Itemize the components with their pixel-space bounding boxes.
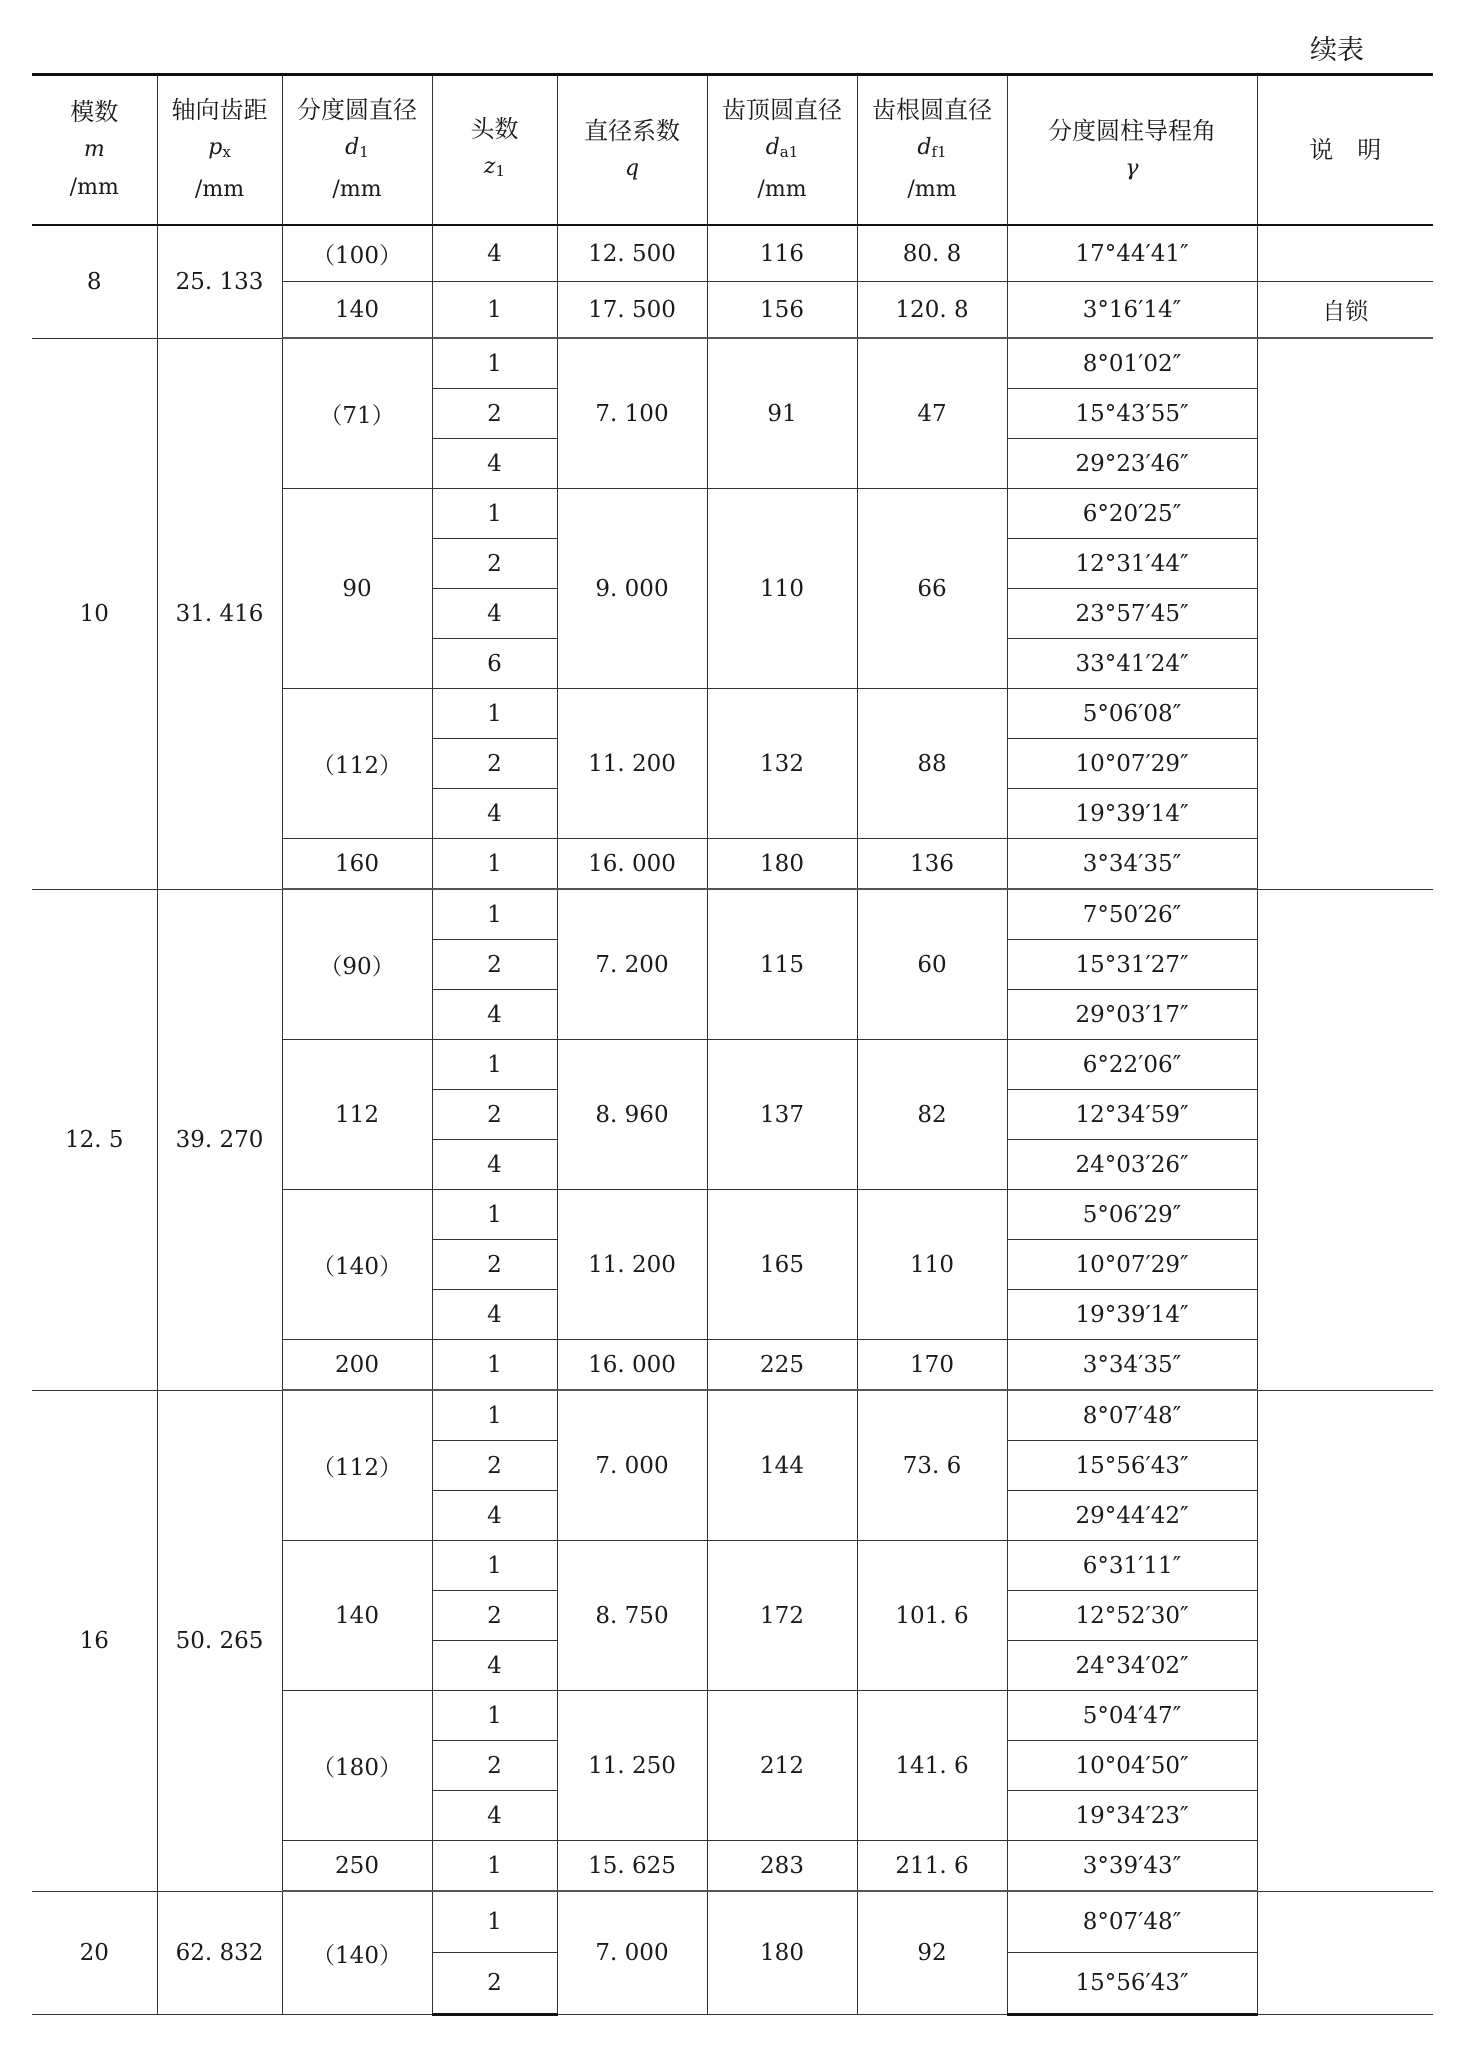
note-cell bbox=[1257, 225, 1433, 282]
note-cell bbox=[1257, 338, 1433, 889]
tip-diameter-cell: 110 bbox=[707, 489, 857, 689]
lead-angle-cell: 17°44′41″ bbox=[1007, 225, 1257, 282]
lead-angle-cell: 10°04′50″ bbox=[1007, 1741, 1257, 1791]
pitch-diameter-cell: 140 bbox=[282, 282, 432, 339]
lead-angle-cell: 12°34′59″ bbox=[1007, 1090, 1257, 1140]
starts-cell: 1 bbox=[432, 1040, 557, 1090]
lead-angle-cell: 15°31′27″ bbox=[1007, 940, 1257, 990]
pitch-diameter-cell: （100） bbox=[282, 225, 432, 282]
symbol-subscript: a1 bbox=[779, 143, 799, 161]
starts-cell: 1 bbox=[432, 839, 557, 890]
header-label: 直径系数 bbox=[584, 117, 680, 145]
table-caption: 续表 bbox=[1310, 35, 1364, 66]
root-diameter-cell: 88 bbox=[857, 689, 1007, 839]
starts-cell: 1 bbox=[432, 1190, 557, 1240]
tip-diameter-cell: 180 bbox=[707, 1891, 857, 2015]
diameter-factor-cell: 17. 500 bbox=[557, 282, 707, 339]
header-label: 齿根圆直径 bbox=[872, 96, 992, 124]
lead-angle-cell: 15°56′43″ bbox=[1007, 1441, 1257, 1491]
starts-cell: 2 bbox=[432, 1240, 557, 1290]
note-cell: 自锁 bbox=[1257, 282, 1433, 339]
header-symbol bbox=[433, 148, 557, 190]
tip-diameter-cell: 144 bbox=[707, 1390, 857, 1541]
diameter-factor-cell: 7. 100 bbox=[557, 338, 707, 489]
pitch-diameter-cell: （140） bbox=[282, 1190, 432, 1340]
starts-cell: 6 bbox=[432, 639, 557, 689]
root-diameter-cell: 136 bbox=[857, 839, 1007, 890]
root-diameter-cell: 47 bbox=[857, 338, 1007, 489]
root-diameter-cell: 110 bbox=[857, 1190, 1007, 1340]
diameter-factor-cell: 15. 625 bbox=[557, 1841, 707, 1892]
pitch-diameter-cell: （140） bbox=[282, 1891, 432, 2015]
pitch-diameter-cell: 112 bbox=[282, 1040, 432, 1190]
symbol-subscript: 1 bbox=[495, 162, 506, 180]
table-row bbox=[32, 225, 1433, 282]
pitch-diameter-cell: 160 bbox=[282, 839, 432, 890]
diameter-factor-cell: 11. 250 bbox=[557, 1691, 707, 1841]
lead-angle-cell: 7°50′26″ bbox=[1007, 889, 1257, 940]
diameter-factor-cell: 8. 750 bbox=[557, 1541, 707, 1691]
starts-cell: 1 bbox=[432, 1541, 557, 1591]
root-diameter-cell: 92 bbox=[857, 1891, 1007, 2015]
tip-diameter-cell: 137 bbox=[707, 1040, 857, 1190]
pitch-diameter-cell: （112） bbox=[282, 689, 432, 839]
header-label: 头数 bbox=[470, 115, 519, 143]
tip-diameter-cell: 116 bbox=[707, 225, 857, 282]
starts-cell: 1 bbox=[432, 1340, 557, 1391]
tip-diameter-cell: 283 bbox=[707, 1841, 857, 1892]
diameter-factor-cell: 11. 200 bbox=[557, 1190, 707, 1340]
root-diameter-cell: 60 bbox=[857, 889, 1007, 1040]
header-symbol bbox=[158, 129, 282, 171]
header-unit: /mm bbox=[194, 177, 245, 202]
lead-angle-cell: 10°07′29″ bbox=[1007, 1240, 1257, 1290]
header-unit: /mm bbox=[69, 175, 119, 200]
starts-cell: 4 bbox=[432, 439, 557, 489]
diameter-factor-cell: 7. 200 bbox=[557, 889, 707, 1040]
header-lead-angle bbox=[1007, 75, 1257, 226]
starts-cell: 2 bbox=[432, 940, 557, 990]
lead-angle-cell: 24°03′26″ bbox=[1007, 1140, 1257, 1190]
symbol-main: m bbox=[83, 137, 105, 162]
symbol-main: d bbox=[765, 135, 780, 160]
diameter-factor-cell: 11. 200 bbox=[557, 689, 707, 839]
header-label: 模数 bbox=[70, 98, 119, 126]
starts-cell: 1 bbox=[432, 1841, 557, 1892]
lead-angle-cell: 12°52′30″ bbox=[1007, 1591, 1257, 1641]
pitch-diameter-cell: （90） bbox=[282, 889, 432, 1040]
table-row bbox=[32, 1390, 1433, 1441]
root-diameter-cell: 66 bbox=[857, 489, 1007, 689]
axial-pitch-cell: 31. 416 bbox=[157, 338, 282, 889]
starts-cell: 4 bbox=[432, 990, 557, 1040]
symbol-main: z bbox=[483, 154, 496, 179]
table-row bbox=[32, 338, 1433, 389]
lead-angle-cell: 33°41′24″ bbox=[1007, 639, 1257, 689]
symbol-main: q bbox=[624, 156, 640, 181]
root-diameter-cell: 73. 6 bbox=[857, 1390, 1007, 1541]
header-label: 轴向齿距 bbox=[171, 96, 268, 124]
symbol-main: γ bbox=[1125, 156, 1139, 181]
root-diameter-cell: 80. 8 bbox=[857, 225, 1007, 282]
header-symbol bbox=[558, 150, 707, 188]
pitch-diameter-cell: （71） bbox=[282, 338, 432, 489]
starts-cell: 4 bbox=[432, 1791, 557, 1841]
header-note bbox=[1257, 75, 1433, 226]
starts-cell: 2 bbox=[432, 1591, 557, 1641]
table-body bbox=[32, 225, 1433, 2015]
diameter-factor-cell: 16. 000 bbox=[557, 839, 707, 890]
root-diameter-cell: 101. 6 bbox=[857, 1541, 1007, 1691]
table-row bbox=[32, 1891, 1433, 1953]
starts-cell: 2 bbox=[432, 389, 557, 439]
tip-diameter-cell: 132 bbox=[707, 689, 857, 839]
note-cell bbox=[1257, 1390, 1433, 1891]
lead-angle-cell: 3°34′35″ bbox=[1007, 1340, 1257, 1391]
pitch-diameter-cell: 140 bbox=[282, 1541, 432, 1691]
module-cell: 12. 5 bbox=[32, 889, 157, 1390]
starts-cell: 2 bbox=[432, 1953, 557, 2015]
lead-angle-cell: 8°07′48″ bbox=[1007, 1891, 1257, 1953]
diameter-factor-cell: 9. 000 bbox=[557, 489, 707, 689]
diameter-factor-cell: 7. 000 bbox=[557, 1390, 707, 1541]
tip-diameter-cell: 156 bbox=[707, 282, 857, 339]
starts-cell: 2 bbox=[432, 539, 557, 589]
symbol-subscript: 1 bbox=[359, 143, 369, 161]
root-diameter-cell: 211. 6 bbox=[857, 1841, 1007, 1892]
starts-cell: 4 bbox=[432, 789, 557, 839]
header-symbol bbox=[283, 129, 432, 171]
table-row bbox=[32, 889, 1433, 940]
lead-angle-cell: 29°23′46″ bbox=[1007, 439, 1257, 489]
lead-angle-cell: 8°07′48″ bbox=[1007, 1390, 1257, 1441]
header-starts bbox=[432, 75, 557, 226]
starts-cell: 1 bbox=[432, 689, 557, 739]
header-label: 分度圆直径 bbox=[297, 96, 417, 124]
tip-diameter-cell: 172 bbox=[707, 1541, 857, 1691]
header-label: 齿顶圆直径 bbox=[722, 96, 842, 124]
symbol-main: d bbox=[345, 135, 360, 160]
starts-cell: 1 bbox=[432, 489, 557, 539]
diameter-factor-cell: 16. 000 bbox=[557, 1340, 707, 1391]
lead-angle-cell: 6°22′06″ bbox=[1007, 1040, 1257, 1090]
starts-cell: 2 bbox=[432, 1441, 557, 1491]
starts-cell: 1 bbox=[432, 338, 557, 389]
header-root-diameter bbox=[857, 75, 1007, 226]
table-header bbox=[32, 75, 1433, 226]
lead-angle-cell: 24°34′02″ bbox=[1007, 1641, 1257, 1691]
starts-cell: 1 bbox=[432, 1691, 557, 1741]
header-label: 分度圆柱导程角 bbox=[1048, 117, 1216, 145]
symbol-main: p bbox=[208, 135, 223, 160]
module-cell: 16 bbox=[32, 1390, 157, 1891]
starts-cell: 4 bbox=[432, 1491, 557, 1541]
axial-pitch-cell: 62. 832 bbox=[157, 1891, 282, 2015]
diameter-factor-cell: 12. 500 bbox=[557, 225, 707, 282]
lead-angle-cell: 3°16′14″ bbox=[1007, 282, 1257, 339]
pitch-diameter-cell: （180） bbox=[282, 1691, 432, 1841]
tip-diameter-cell: 212 bbox=[707, 1691, 857, 1841]
starts-cell: 4 bbox=[432, 1140, 557, 1190]
starts-cell: 4 bbox=[432, 589, 557, 639]
starts-cell: 1 bbox=[432, 1390, 557, 1441]
note-cell bbox=[1257, 1891, 1433, 2015]
axial-pitch-cell: 50. 265 bbox=[157, 1390, 282, 1891]
pitch-diameter-cell: （112） bbox=[282, 1390, 432, 1541]
header-diameter-factor bbox=[557, 75, 707, 226]
starts-cell: 4 bbox=[432, 1290, 557, 1340]
module-cell: 10 bbox=[32, 338, 157, 889]
lead-angle-cell: 5°06′08″ bbox=[1007, 689, 1257, 739]
starts-cell: 2 bbox=[432, 1090, 557, 1140]
lead-angle-cell: 5°06′29″ bbox=[1007, 1190, 1257, 1240]
header-pitch-diameter bbox=[282, 75, 432, 226]
root-diameter-cell: 120. 8 bbox=[857, 282, 1007, 339]
header-symbol bbox=[858, 129, 1007, 171]
symbol-subscript: x bbox=[222, 143, 231, 161]
starts-cell: 4 bbox=[432, 225, 557, 282]
tip-diameter-cell: 165 bbox=[707, 1190, 857, 1340]
header-unit: /mm bbox=[332, 177, 382, 202]
module-cell: 20 bbox=[32, 1891, 157, 2015]
root-diameter-cell: 170 bbox=[857, 1340, 1007, 1391]
header-symbol bbox=[708, 129, 857, 171]
lead-angle-cell: 8°01′02″ bbox=[1007, 338, 1257, 389]
lead-angle-cell: 19°39′14″ bbox=[1007, 1290, 1257, 1340]
header-label: 说 明 bbox=[1309, 136, 1382, 164]
lead-angle-cell: 15°43′55″ bbox=[1007, 389, 1257, 439]
header-symbol bbox=[1008, 150, 1257, 188]
tip-diameter-cell: 225 bbox=[707, 1340, 857, 1391]
symbol-main: d bbox=[917, 135, 932, 160]
diameter-factor-cell: 8. 960 bbox=[557, 1040, 707, 1190]
root-diameter-cell: 82 bbox=[857, 1040, 1007, 1190]
root-diameter-cell: 141. 6 bbox=[857, 1691, 1007, 1841]
diameter-factor-cell: 7. 000 bbox=[557, 1891, 707, 2015]
header-axial-pitch bbox=[157, 75, 282, 226]
lead-angle-cell: 15°56′43″ bbox=[1007, 1953, 1257, 2015]
header-tip-diameter bbox=[707, 75, 857, 226]
lead-angle-cell: 29°03′17″ bbox=[1007, 990, 1257, 1040]
pitch-diameter-cell: 200 bbox=[282, 1340, 432, 1391]
axial-pitch-cell: 39. 270 bbox=[157, 889, 282, 1390]
starts-cell: 2 bbox=[432, 739, 557, 789]
tip-diameter-cell: 180 bbox=[707, 839, 857, 890]
starts-cell: 4 bbox=[432, 1641, 557, 1691]
worm-parameter-table bbox=[32, 73, 1433, 2016]
header-unit: /mm bbox=[757, 177, 807, 202]
lead-angle-cell: 3°34′35″ bbox=[1007, 839, 1257, 890]
lead-angle-cell: 3°39′43″ bbox=[1007, 1841, 1257, 1892]
starts-cell: 1 bbox=[432, 1891, 557, 1953]
pitch-diameter-cell: 90 bbox=[282, 489, 432, 689]
lead-angle-cell: 6°20′25″ bbox=[1007, 489, 1257, 539]
module-cell: 8 bbox=[32, 225, 157, 338]
pitch-diameter-cell: 250 bbox=[282, 1841, 432, 1892]
lead-angle-cell: 10°07′29″ bbox=[1007, 739, 1257, 789]
header-unit: /mm bbox=[907, 177, 957, 202]
lead-angle-cell: 29°44′42″ bbox=[1007, 1491, 1257, 1541]
tip-diameter-cell: 115 bbox=[707, 889, 857, 1040]
starts-cell: 1 bbox=[432, 282, 557, 339]
header-module bbox=[32, 75, 157, 226]
header-symbol bbox=[32, 131, 157, 169]
lead-angle-cell: 19°34′23″ bbox=[1007, 1791, 1257, 1841]
lead-angle-cell: 12°31′44″ bbox=[1007, 539, 1257, 589]
lead-angle-cell: 6°31′11″ bbox=[1007, 1541, 1257, 1591]
lead-angle-cell: 19°39′14″ bbox=[1007, 789, 1257, 839]
symbol-subscript: f1 bbox=[931, 143, 947, 161]
tip-diameter-cell: 91 bbox=[707, 338, 857, 489]
lead-angle-cell: 23°57′45″ bbox=[1007, 589, 1257, 639]
axial-pitch-cell: 25. 133 bbox=[157, 225, 282, 338]
note-cell bbox=[1257, 889, 1433, 1390]
lead-angle-cell: 5°04′47″ bbox=[1007, 1691, 1257, 1741]
starts-cell: 2 bbox=[432, 1741, 557, 1791]
starts-cell: 1 bbox=[432, 889, 557, 940]
